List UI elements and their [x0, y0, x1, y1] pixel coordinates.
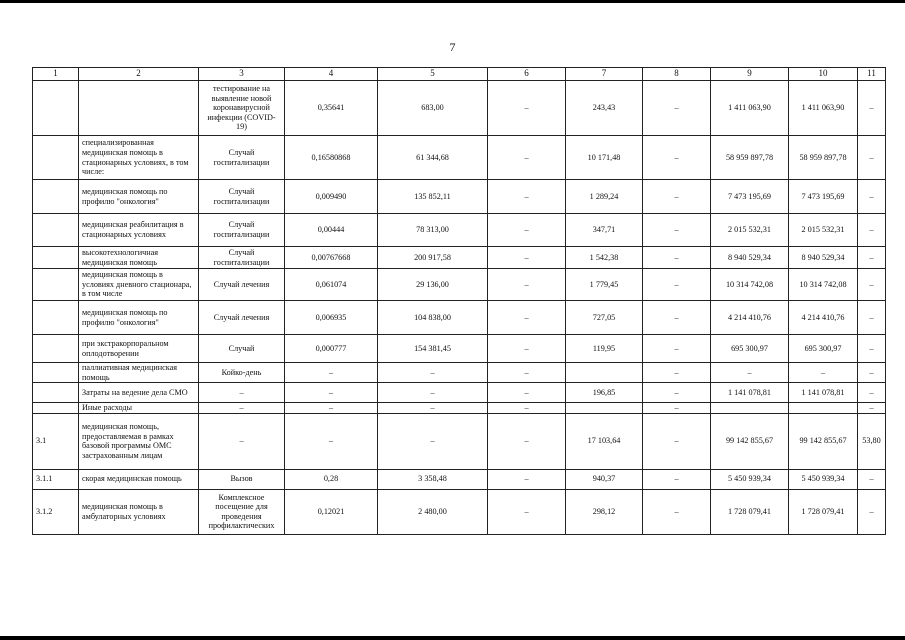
- col6-value: –: [488, 403, 566, 414]
- col8-value: –: [643, 136, 711, 180]
- row-code: [33, 301, 79, 335]
- column-header: 3: [199, 68, 285, 81]
- row-code: [33, 180, 79, 214]
- col7-value: 10 171,48: [566, 136, 643, 180]
- col11-value: –: [858, 81, 886, 136]
- volume-value: 0,009490: [285, 180, 378, 214]
- col9-value: [711, 403, 789, 414]
- row-code: [33, 363, 79, 383]
- col11-value: –: [858, 403, 886, 414]
- col8-value: –: [643, 335, 711, 363]
- col7-value: 298,12: [566, 489, 643, 534]
- volume-value: 0,006935: [285, 301, 378, 335]
- scan-edge-top: [0, 0, 905, 3]
- col7-value: [566, 403, 643, 414]
- unit: –: [199, 383, 285, 403]
- col11-value: –: [858, 269, 886, 301]
- volume-value: 0,00444: [285, 214, 378, 247]
- col9-value: 99 142 855,67: [711, 413, 789, 469]
- col6-value: –: [488, 301, 566, 335]
- col9-value: 4 214 410,76: [711, 301, 789, 335]
- column-header: 8: [643, 68, 711, 81]
- col7-value: 1 542,38: [566, 247, 643, 269]
- volume-value: 0,000777: [285, 335, 378, 363]
- row-name: медицинская помощь по профилю "онкология": [79, 301, 199, 335]
- col7-value: 119,95: [566, 335, 643, 363]
- col7-value: 17 103,64: [566, 413, 643, 469]
- col6-value: –: [488, 81, 566, 136]
- table-row: [33, 469, 886, 489]
- col9-value: 5 450 939,34: [711, 469, 789, 489]
- col10-value: 4 214 410,76: [789, 301, 858, 335]
- cost-value: –: [378, 413, 488, 469]
- table-row: [33, 363, 886, 383]
- cost-value: –: [378, 383, 488, 403]
- col9-value: 1 141 078,81: [711, 383, 789, 403]
- table-row: [33, 269, 886, 301]
- col9-value: 8 940 529,34: [711, 247, 789, 269]
- financial-table: [32, 67, 886, 535]
- unit: Случай госпитализации: [199, 136, 285, 180]
- col8-value: –: [643, 413, 711, 469]
- col10-value: 1 728 079,41: [789, 489, 858, 534]
- row-code: [33, 335, 79, 363]
- col9-value: 58 959 897,78: [711, 136, 789, 180]
- table-row: [33, 247, 886, 269]
- col6-value: –: [488, 269, 566, 301]
- col9-value: 7 473 195,69: [711, 180, 789, 214]
- col9-value: 1 728 079,41: [711, 489, 789, 534]
- col11-value: –: [858, 489, 886, 534]
- col9-value: 1 411 063,90: [711, 81, 789, 136]
- cost-value: 3 358,48: [378, 469, 488, 489]
- table-row: [33, 335, 886, 363]
- row-name: медицинская помощь в амбулаторных условиях: [79, 489, 199, 534]
- col11-value: –: [858, 214, 886, 247]
- cost-value: 154 381,45: [378, 335, 488, 363]
- volume-value: 0,28: [285, 469, 378, 489]
- row-name: скорая медицинская помощь: [79, 469, 199, 489]
- col10-value: 7 473 195,69: [789, 180, 858, 214]
- table-row: [33, 301, 886, 335]
- col7-value: [566, 363, 643, 383]
- cost-value: 683,00: [378, 81, 488, 136]
- table-row: [33, 413, 886, 469]
- col9-value: –: [711, 363, 789, 383]
- col8-value: –: [643, 363, 711, 383]
- col10-value: 5 450 939,34: [789, 469, 858, 489]
- col11-value: –: [858, 383, 886, 403]
- row-code: [33, 247, 79, 269]
- row-code: 3.1.1: [33, 469, 79, 489]
- col10-value: 8 940 529,34: [789, 247, 858, 269]
- col6-value: –: [488, 214, 566, 247]
- unit: Случай госпитализации: [199, 180, 285, 214]
- unit: Комплексное посещение для проведения профилактических: [199, 489, 285, 534]
- row-name: медицинская помощь, предоставляемая в рамках базовой программы ОМС застрахованным лицам: [79, 413, 199, 469]
- col6-value: –: [488, 413, 566, 469]
- volume-value: 0,00767668: [285, 247, 378, 269]
- column-header: 7: [566, 68, 643, 81]
- cost-value: 61 344,68: [378, 136, 488, 180]
- row-code: 3.1: [33, 413, 79, 469]
- cost-value: 104 838,00: [378, 301, 488, 335]
- volume-value: 0,12021: [285, 489, 378, 534]
- col9-value: 10 314 742,08: [711, 269, 789, 301]
- col7-value: 1 289,24: [566, 180, 643, 214]
- table-row: [33, 136, 886, 180]
- col11-value: –: [858, 301, 886, 335]
- col10-value: 10 314 742,08: [789, 269, 858, 301]
- volume-value: –: [285, 363, 378, 383]
- volume-value: 0,16580868: [285, 136, 378, 180]
- column-header: 10: [789, 68, 858, 81]
- table-row: [33, 403, 886, 414]
- cost-value: 200 917,58: [378, 247, 488, 269]
- col6-value: –: [488, 383, 566, 403]
- col11-value: –: [858, 335, 886, 363]
- unit: Вызов: [199, 469, 285, 489]
- col6-value: –: [488, 180, 566, 214]
- col11-value: –: [858, 136, 886, 180]
- col10-value: 1 141 078,81: [789, 383, 858, 403]
- row-name: медицинская помощь в условиях дневного стационара, в том числе: [79, 269, 199, 301]
- col7-value: 347,71: [566, 214, 643, 247]
- table-row: [33, 81, 886, 136]
- row-name: специализированная медицинская помощь в стационарных условиях, в том числе:: [79, 136, 199, 180]
- col8-value: –: [643, 214, 711, 247]
- col10-value: 99 142 855,67: [789, 413, 858, 469]
- page-number: 7: [449, 40, 456, 54]
- col9-value: 695 300,97: [711, 335, 789, 363]
- col6-value: –: [488, 469, 566, 489]
- row-code: [33, 269, 79, 301]
- column-header: 1: [33, 68, 79, 81]
- col11-value: 53,80: [858, 413, 886, 469]
- unit: –: [199, 413, 285, 469]
- unit: Случай госпитализации: [199, 247, 285, 269]
- col11-value: –: [858, 363, 886, 383]
- col7-value: 1 779,45: [566, 269, 643, 301]
- col6-value: –: [488, 247, 566, 269]
- col10-value: –: [789, 363, 858, 383]
- cost-value: 29 136,00: [378, 269, 488, 301]
- unit: Случай: [199, 335, 285, 363]
- column-header: 2: [79, 68, 199, 81]
- col7-value: 940,37: [566, 469, 643, 489]
- col6-value: –: [488, 489, 566, 534]
- table-row: [33, 489, 886, 534]
- column-header: 4: [285, 68, 378, 81]
- volume-value: –: [285, 403, 378, 414]
- col8-value: –: [643, 269, 711, 301]
- unit: тестирование на выявление новой коронавирусной инфекции (COVID-19): [199, 81, 285, 136]
- unit: –: [199, 403, 285, 414]
- col8-value: –: [643, 247, 711, 269]
- col8-value: –: [643, 489, 711, 534]
- col8-value: –: [643, 180, 711, 214]
- row-name: медицинская реабилитация в стационарных условиях: [79, 214, 199, 247]
- col6-value: –: [488, 136, 566, 180]
- unit: Случай лечения: [199, 269, 285, 301]
- row-name: высокотехнологичная медицинская помощь: [79, 247, 199, 269]
- col7-value: 243,43: [566, 81, 643, 136]
- col6-value: –: [488, 363, 566, 383]
- volume-value: 0,35641: [285, 81, 378, 136]
- volume-value: 0,061074: [285, 269, 378, 301]
- cost-value: –: [378, 363, 488, 383]
- row-name: Затраты на ведение дела СМО: [79, 383, 199, 403]
- cost-value: 78 313,00: [378, 214, 488, 247]
- row-name: при экстракорпоральном оплодотворении: [79, 335, 199, 363]
- col8-value: –: [643, 81, 711, 136]
- row-name: Иные расходы: [79, 403, 199, 414]
- unit: Койко-день: [199, 363, 285, 383]
- unit: Случай госпитализации: [199, 214, 285, 247]
- row-code: [33, 403, 79, 414]
- col11-value: –: [858, 469, 886, 489]
- col7-value: 727,05: [566, 301, 643, 335]
- table-row: [33, 180, 886, 214]
- column-header: 5: [378, 68, 488, 81]
- table-row: [33, 214, 886, 247]
- col10-value: 1 411 063,90: [789, 81, 858, 136]
- col10-value: 58 959 897,78: [789, 136, 858, 180]
- row-code: [33, 383, 79, 403]
- col8-value: –: [643, 301, 711, 335]
- col10-value: 695 300,97: [789, 335, 858, 363]
- unit: Случай лечения: [199, 301, 285, 335]
- col8-value: –: [643, 403, 711, 414]
- col11-value: –: [858, 247, 886, 269]
- col11-value: –: [858, 180, 886, 214]
- col10-value: [789, 403, 858, 414]
- col6-value: –: [488, 335, 566, 363]
- scan-edge-bottom: [0, 636, 905, 640]
- col9-value: 2 015 532,31: [711, 214, 789, 247]
- column-header: 6: [488, 68, 566, 81]
- row-code: [33, 81, 79, 136]
- column-number-row: [33, 68, 886, 81]
- table-row: [33, 383, 886, 403]
- col10-value: 2 015 532,31: [789, 214, 858, 247]
- cost-value: 2 480,00: [378, 489, 488, 534]
- col7-value: 196,85: [566, 383, 643, 403]
- row-name: паллиативная медицинская помощь: [79, 363, 199, 383]
- row-name: медицинская помощь по профилю "онкология": [79, 180, 199, 214]
- col8-value: –: [643, 469, 711, 489]
- column-header: 9: [711, 68, 789, 81]
- row-code: 3.1.2: [33, 489, 79, 534]
- row-code: [33, 214, 79, 247]
- cost-value: –: [378, 403, 488, 414]
- volume-value: –: [285, 383, 378, 403]
- col8-value: –: [643, 383, 711, 403]
- column-header: 11: [858, 68, 886, 81]
- row-name: [79, 81, 199, 136]
- cost-value: 135 852,11: [378, 180, 488, 214]
- row-code: [33, 136, 79, 180]
- volume-value: –: [285, 413, 378, 469]
